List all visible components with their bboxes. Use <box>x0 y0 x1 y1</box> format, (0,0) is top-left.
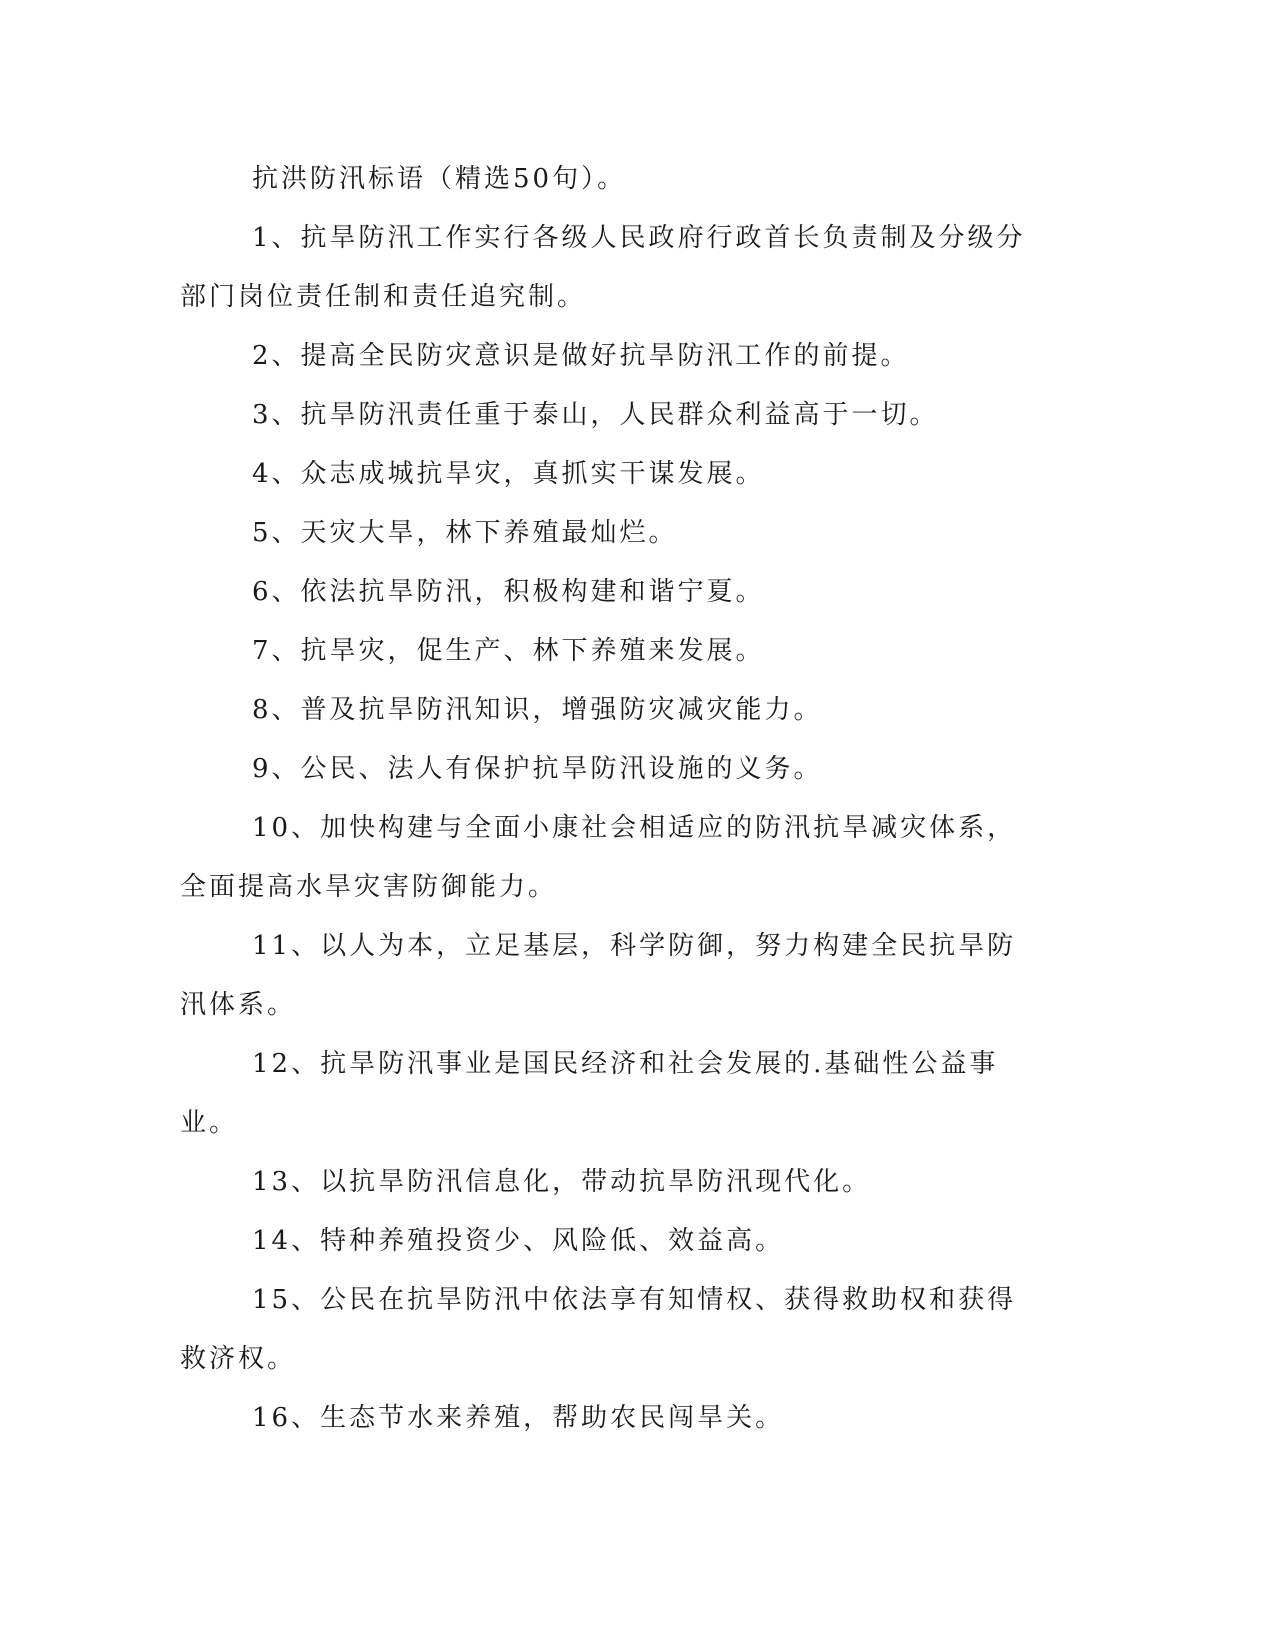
slogan-item-3: 3、抗旱防汛责任重于泰山，人民群众利益高于一切。 <box>252 400 939 430</box>
document-title: 抗洪防汛标语（精选50句）。 <box>252 164 627 194</box>
slogan-item-16: 16、生态节水来养殖，帮助农民闯旱关。 <box>252 1403 785 1433</box>
slogan-item-5: 5、天灾大旱，林下养殖最灿烂。 <box>252 518 678 548</box>
slogan-item-10: 10、加快构建与全面小康社会相适应的防汛抗旱减灾体系，全面提高水旱灾害防御能力。 <box>180 813 1017 902</box>
slogan-item-13: 13、以抗旱防汛信息化，带动抗旱防汛现代化。 <box>252 1167 872 1197</box>
slogan-item-4: 4、众志成城抗旱灾，真抓实干谋发展。 <box>252 459 765 489</box>
slogan-item-11: 11、以人为本，立足基层，科学防御，努力构建全民抗旱防汛体系。 <box>180 931 1017 1020</box>
slogan-item-1: 1、抗旱防汛工作实行各级人民政府行政首长负责制及分级分部门岗位责任制和责任追究制。 <box>180 223 1026 312</box>
slogan-item-8: 8、普及抗旱防汛知识，增强防灾减灾能力。 <box>252 695 823 725</box>
slogan-item-12: 12、抗旱防汛事业是国民经济和社会发展的.基础性公益事业。 <box>180 1049 999 1138</box>
slogan-item-9: 9、公民、法人有保护抗旱防汛设施的义务。 <box>252 754 823 784</box>
slogan-item-7: 7、抗旱灾，促生产、林下养殖来发展。 <box>252 636 765 666</box>
document-body <box>180 150 1035 1448</box>
slogan-item-14: 14、特种养殖投资少、风险低、效益高。 <box>252 1226 785 1256</box>
slogan-item-2: 2、提高全民防灾意识是做好抗旱防汛工作的前提。 <box>252 341 910 371</box>
slogan-item-6: 6、依法抗旱防汛，积极构建和谐宁夏。 <box>252 577 765 607</box>
slogan-item-15: 15、公民在抗旱防汛中依法享有知情权、获得救助权和获得救济权。 <box>180 1285 1017 1374</box>
